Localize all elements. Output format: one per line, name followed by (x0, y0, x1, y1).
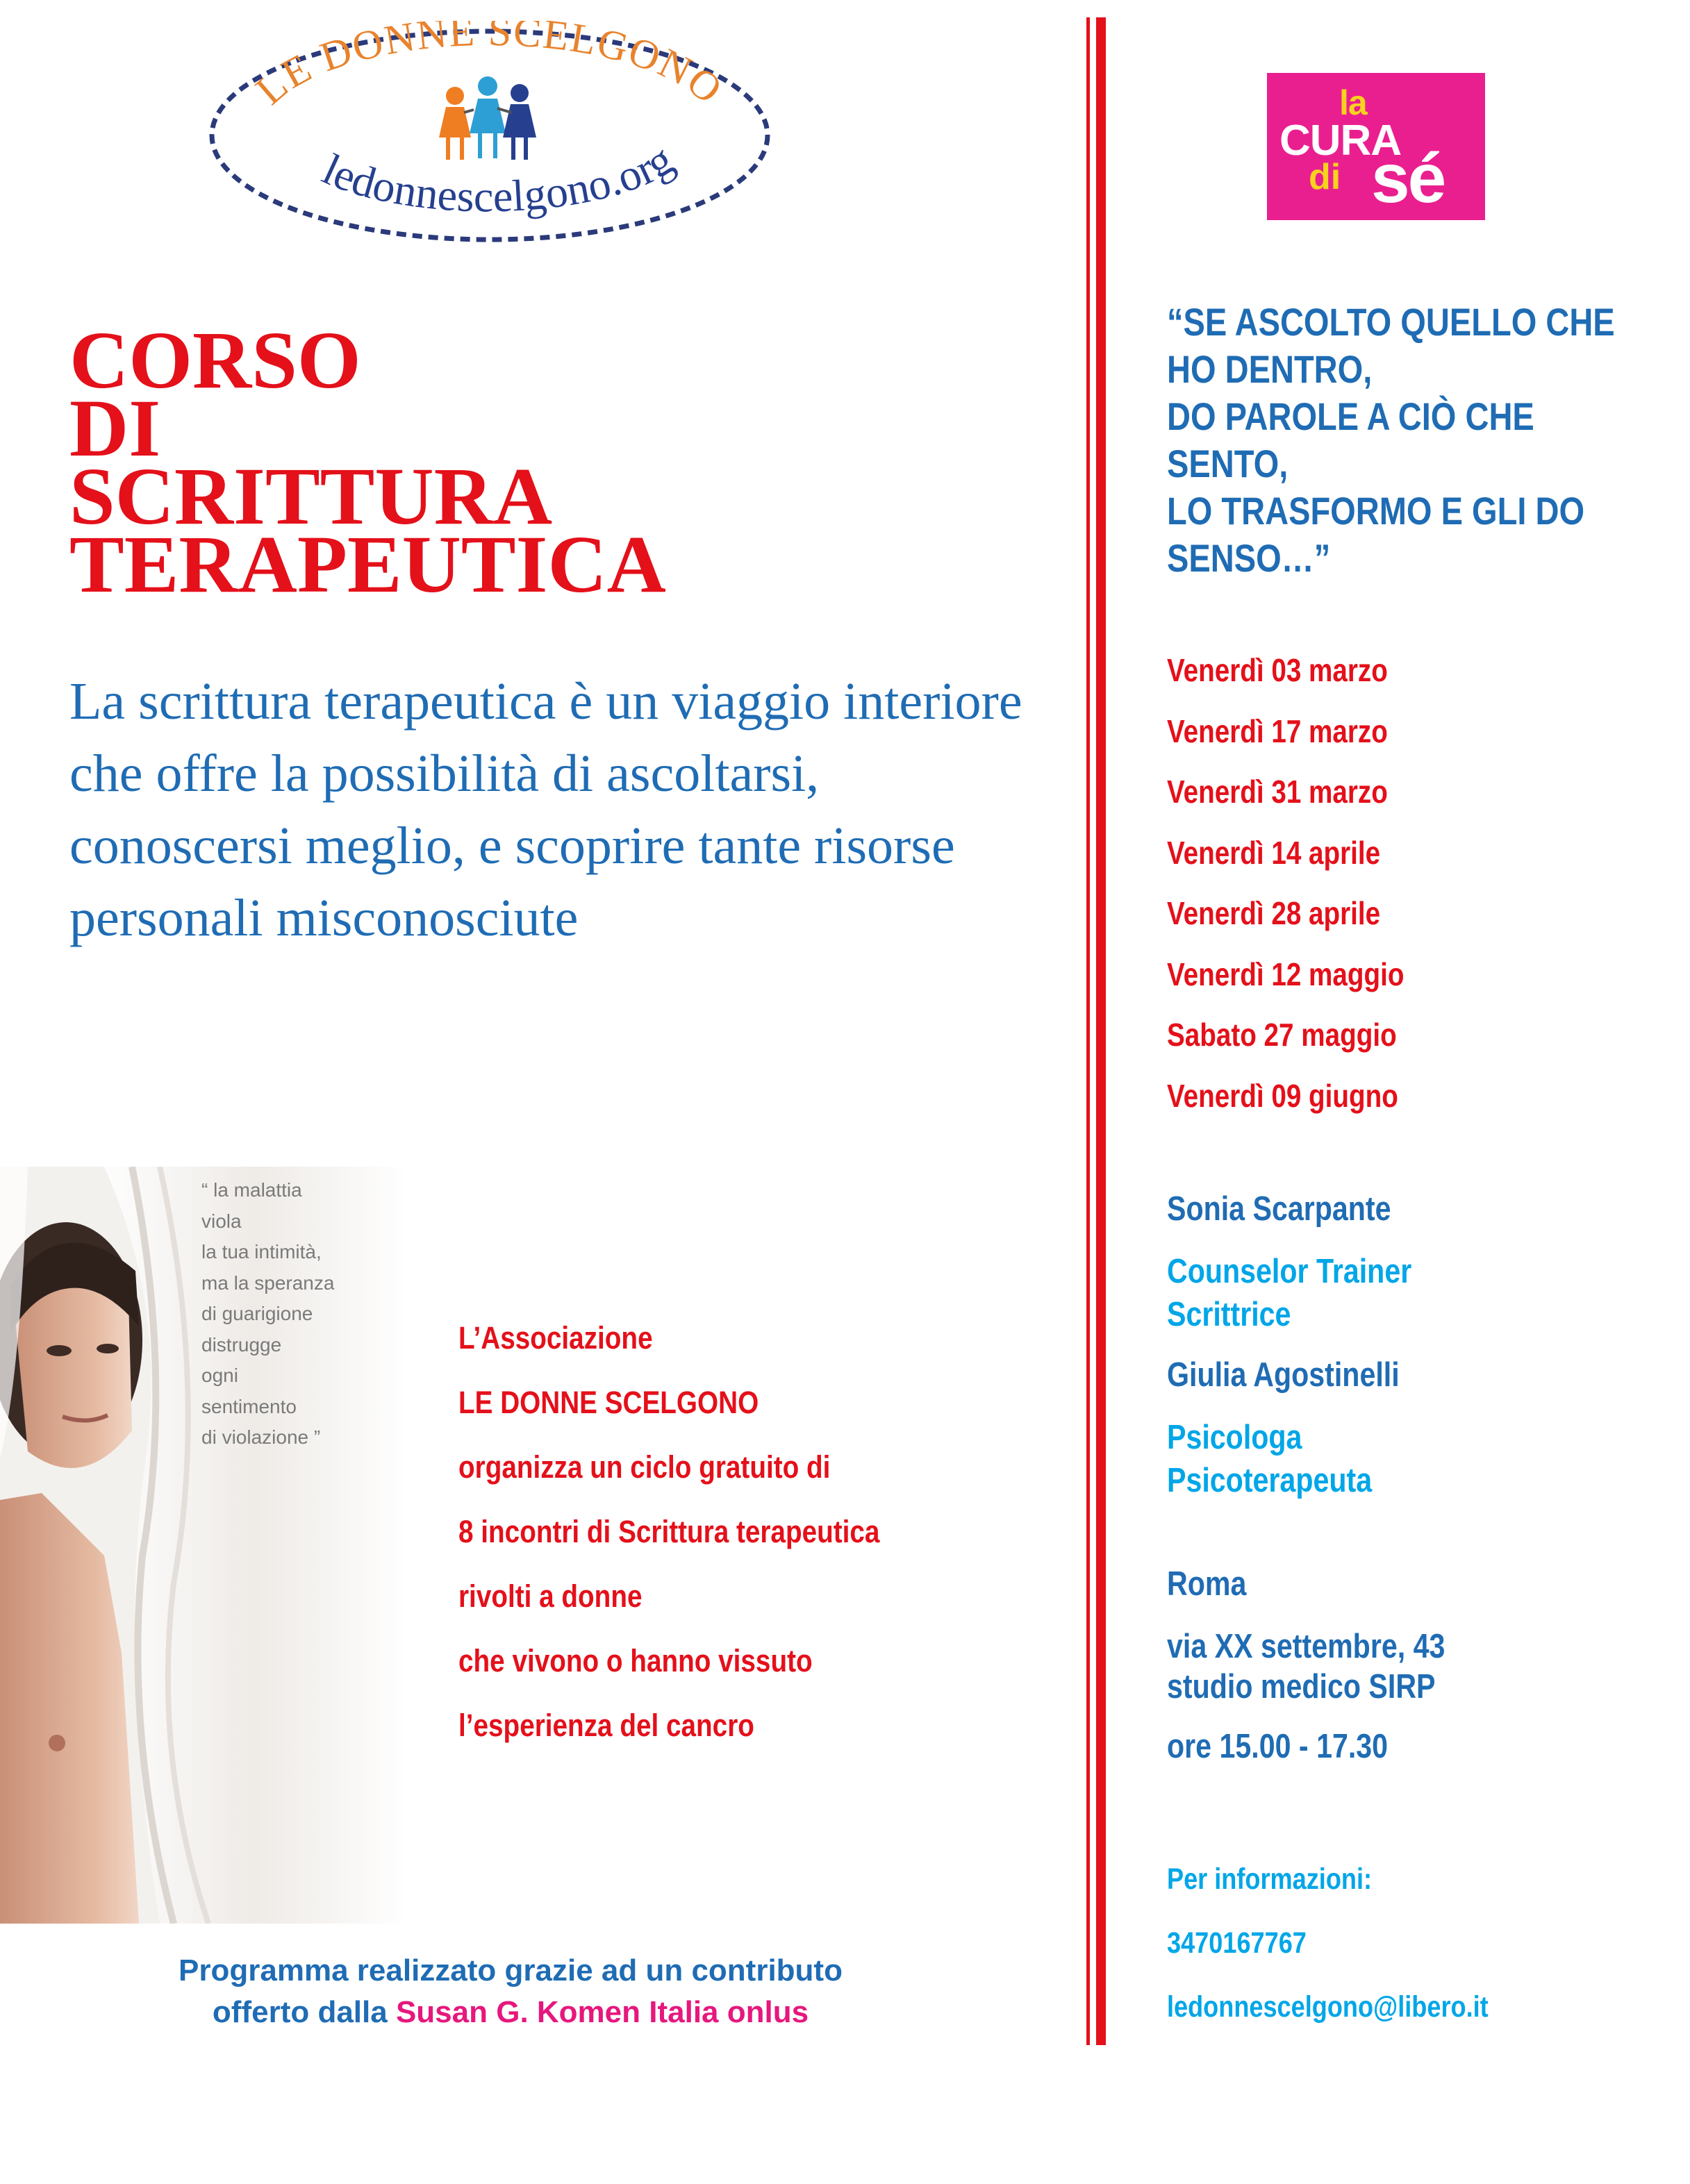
session-dates (1167, 640, 1404, 1126)
location-street: via XX settembre, 43 (1167, 1628, 1445, 1665)
association-line: rivolti a donne (458, 1578, 643, 1614)
quote-line: distrugge (201, 1333, 282, 1356)
association-description (458, 1306, 996, 1758)
footer-line-1: Programma realizzato grazie ad un contributo (179, 1953, 843, 1987)
location-hours: ore 15.00 - 17.30 (1167, 1728, 1389, 1765)
association-line: L’Associazione (458, 1320, 653, 1356)
badge-word: la (1339, 83, 1367, 122)
location-details (1167, 1562, 1445, 1767)
sponsor-footer (83, 1950, 938, 2033)
association-line: 8 incontri di Scrittura terapeutica (458, 1514, 880, 1549)
session-date: Venerdì 31 marzo (1167, 774, 1388, 810)
session-date: Venerdì 03 marzo (1167, 652, 1388, 688)
session-date: Venerdì 12 maggio (1167, 956, 1405, 992)
session-date: Venerdì 14 aprile (1167, 834, 1381, 871)
quote-line: di guarigione (201, 1303, 313, 1324)
la-cura-di-se-badge (1267, 73, 1485, 220)
instructor-name: Sonia Scarpante (1167, 1190, 1391, 1228)
title-line: TERAPEUTICA (69, 519, 666, 610)
right-quote-line: “SE ASCOLTO QUELLO CHE (1167, 300, 1615, 344)
title-line: SCRITTURA (69, 451, 553, 542)
association-line: l’esperienza del cancro (458, 1708, 754, 1743)
association-line: che vivono o hanno vissuto (458, 1643, 813, 1678)
right-quote (1167, 299, 1615, 582)
quote-line: la tua intimità, (201, 1241, 322, 1262)
session-date: Venerdì 09 giugno (1167, 1077, 1398, 1114)
quote-line: sentimento (201, 1395, 297, 1417)
contact-phone: 3470167767 (1167, 1926, 1307, 1960)
right-quote-line: HO DENTRO, (1167, 347, 1373, 391)
contact-email: ledonnescelgono@libero.it (1167, 1990, 1489, 2024)
instructors (1167, 1187, 1411, 1502)
quote-line: ogni (201, 1365, 238, 1386)
quote-line: ma la speranza (201, 1272, 335, 1294)
title-line: DI (69, 383, 161, 474)
logo-name: LE DONNE SCELGONO (247, 21, 732, 114)
organization-logo (201, 21, 778, 250)
title-line: CORSO (69, 315, 361, 406)
intro-paragraph: La scrittura terapeutica è un viaggio interiore che offre la possibilità di ascoltarsi, conoscersi meglio, e scoprire tante risorse personali misconosciute (69, 672, 1022, 947)
svg-text:ledonnescelgono.org (315, 134, 681, 221)
figures-icon (439, 76, 536, 160)
association-line: organizza un ciclo gratuito di (458, 1449, 831, 1485)
session-date: Venerdì 28 aprile (1167, 895, 1381, 931)
instructor-name: Giulia Agostinelli (1167, 1356, 1400, 1394)
quote-line: viola (201, 1210, 242, 1232)
instructor-role: Counselor Trainer (1167, 1253, 1412, 1290)
sponsor-name: Susan G. Komen Italia onlus (395, 1995, 809, 2029)
info-label: Per informazioni: (1167, 1862, 1373, 1896)
quote-line: “ la malattia (201, 1179, 302, 1201)
location-place: studio medico SIRP (1167, 1668, 1436, 1706)
footer-prefix: offerto dalla (212, 1995, 396, 2029)
contact-info (1167, 1847, 1489, 2039)
photo-quote (201, 1175, 424, 1453)
location-city: Roma (1167, 1565, 1247, 1603)
badge-word: CURA (1279, 117, 1402, 165)
badge-word: sé (1371, 140, 1445, 217)
column-divider-thick (1096, 17, 1106, 2045)
instructor-role: Psicologa (1167, 1419, 1302, 1456)
right-quote-line: DO PAROLE A CIÒ CHE (1167, 394, 1534, 438)
right-quote-line: SENSO…” (1167, 536, 1331, 580)
course-title (69, 315, 834, 610)
session-date: Sabato 27 maggio (1167, 1017, 1397, 1053)
right-quote-line: LO TRASFORMO E GLI DO (1167, 489, 1585, 533)
quote-line: di violazione ” (201, 1426, 321, 1448)
instructor-role: Scrittrice (1167, 1296, 1291, 1333)
footer-line-2 (83, 1992, 938, 2033)
badge-word: di (1309, 157, 1341, 197)
association-line: LE DONNE SCELGONO (458, 1385, 759, 1420)
logo-url: ledonnescelgono.org (315, 134, 682, 222)
instructor-role: Psicoterapeuta (1167, 1462, 1373, 1499)
session-date: Venerdì 17 marzo (1167, 712, 1388, 749)
column-divider-thin (1086, 17, 1090, 2045)
right-quote-line: SENTO, (1167, 442, 1289, 485)
